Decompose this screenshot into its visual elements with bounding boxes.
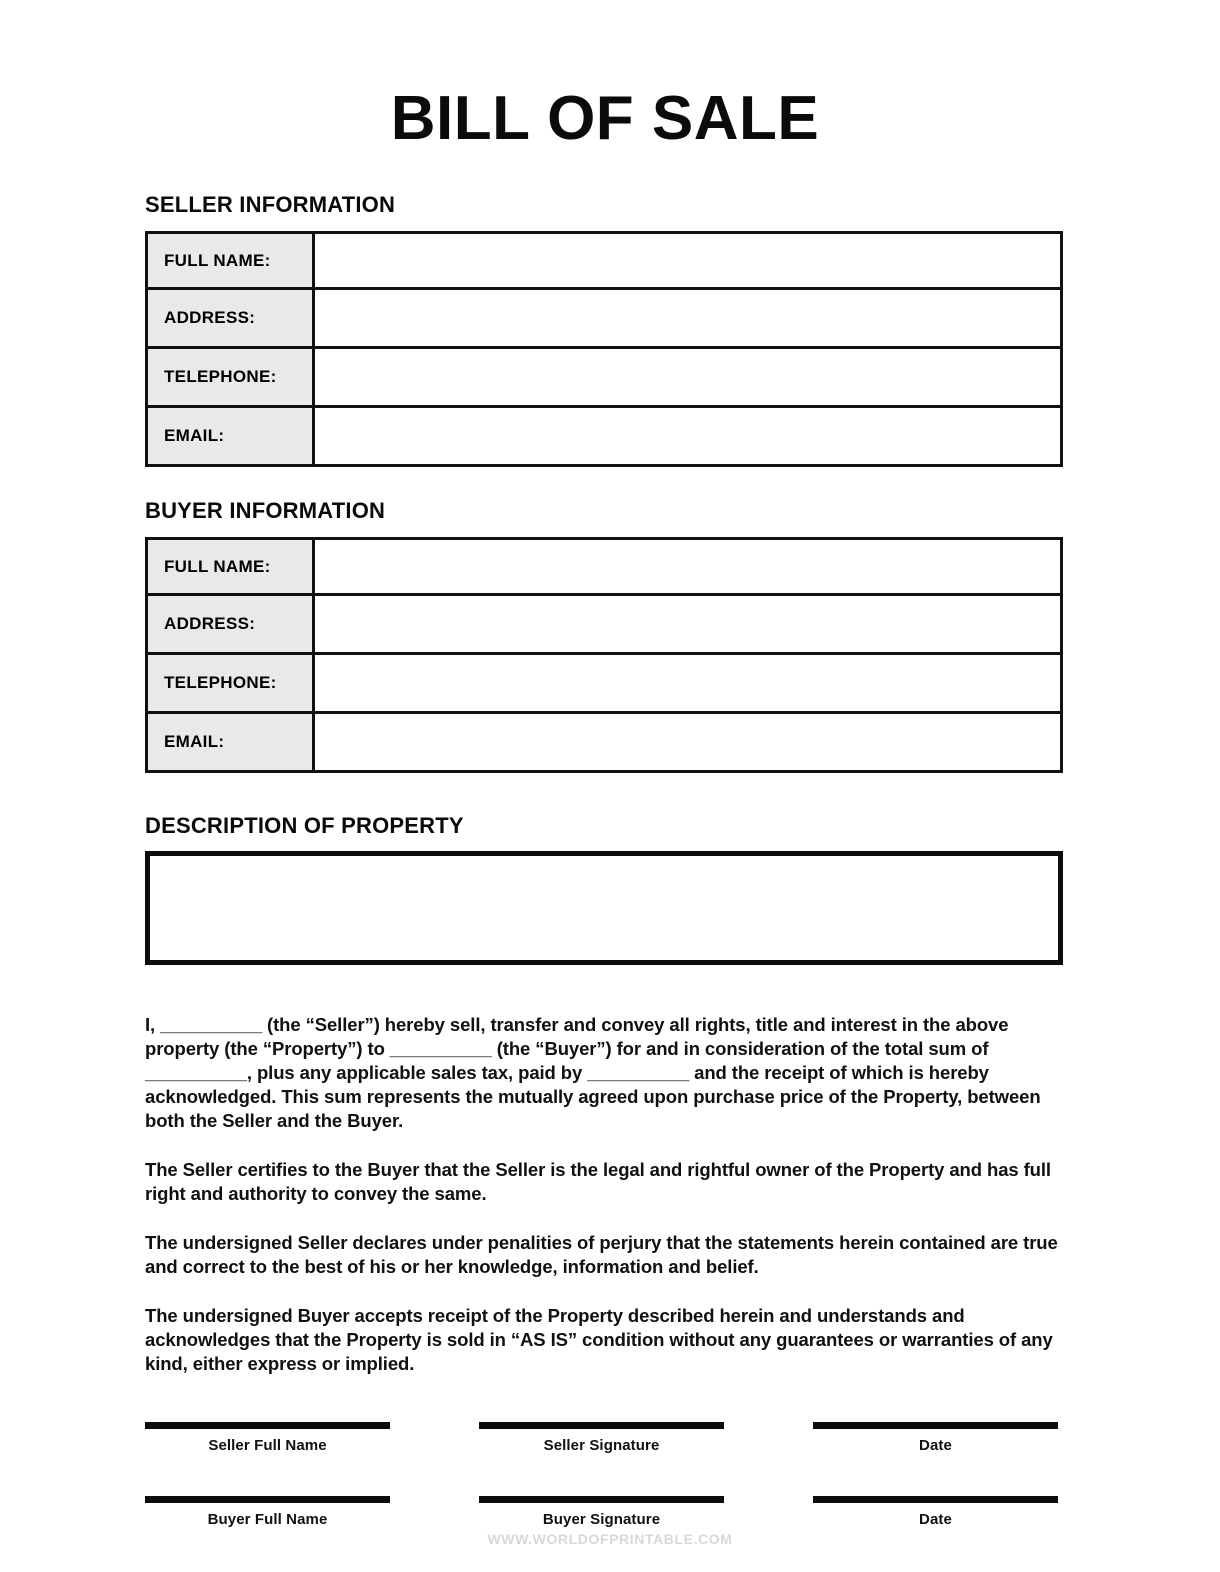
page-title: BILL OF SALE bbox=[390, 84, 820, 153]
agreement-body bbox=[145, 1013, 1065, 1376]
signature-spacer bbox=[724, 1422, 813, 1454]
seller-date-line[interactable] bbox=[813, 1422, 1058, 1429]
table-row bbox=[145, 596, 1063, 655]
table-row bbox=[145, 714, 1063, 773]
footer-watermark: WWW.WORLDOFPRINTABLE.COM bbox=[487, 1531, 733, 1547]
buyer-information-heading: BUYER INFORMATION bbox=[145, 498, 386, 523]
seller-information-table bbox=[145, 231, 1063, 467]
buyer-signature-cell bbox=[479, 1496, 724, 1528]
description-of-property-heading: DESCRIPTION OF PROPERTY bbox=[145, 813, 464, 838]
agreement-paragraph-2: The Seller certifies to the Buyer that the Seller is the legal and rightful owner of the Property and has full right and authority to convey the same. bbox=[145, 1159, 1051, 1204]
agreement-paragraph-4: The undersigned Buyer accepts receipt of the Property described herein and understands and acknowledges that the Property is sold in “AS IS” condition without any guarantees or warranties of any kind, either express or implied. bbox=[145, 1305, 1053, 1374]
buyer-full-name-signature-line[interactable] bbox=[145, 1496, 390, 1503]
table-row bbox=[145, 349, 1063, 408]
seller-signature-row bbox=[145, 1422, 1063, 1454]
signature-spacer bbox=[390, 1422, 479, 1454]
seller-telephone-field[interactable] bbox=[315, 349, 1063, 408]
buyer-telephone-label: TELEPHONE: bbox=[145, 655, 315, 714]
buyer-telephone-field[interactable] bbox=[315, 655, 1063, 714]
seller-date-label: Date bbox=[919, 1437, 952, 1454]
seller-full-name-field[interactable] bbox=[315, 231, 1063, 290]
seller-email-field[interactable] bbox=[315, 408, 1063, 467]
buyer-full-name-label: FULL NAME: bbox=[145, 537, 315, 596]
seller-date-cell bbox=[813, 1422, 1058, 1454]
buyer-full-name-signature-cell bbox=[145, 1496, 390, 1528]
seller-signature-line[interactable] bbox=[479, 1422, 724, 1429]
agreement-paragraph-3: The undersigned Seller declares under penalities of perjury that the statements herein contained are true and correct to the best of his or her knowledge, information and belief. bbox=[145, 1232, 1058, 1277]
table-row bbox=[145, 408, 1063, 467]
description-of-property-field[interactable] bbox=[145, 851, 1063, 965]
signature-spacer bbox=[724, 1496, 813, 1528]
table-row bbox=[145, 231, 1063, 290]
buyer-signature-label: Buyer Signature bbox=[542, 1511, 661, 1528]
buyer-address-label: ADDRESS: bbox=[145, 596, 315, 655]
buyer-information-table bbox=[145, 537, 1063, 773]
buyer-full-name-field[interactable] bbox=[315, 537, 1063, 596]
buyer-email-field[interactable] bbox=[315, 714, 1063, 773]
table-row bbox=[145, 537, 1063, 596]
buyer-signature-line[interactable] bbox=[479, 1496, 724, 1503]
buyer-date-label: Date bbox=[919, 1511, 952, 1528]
agreement-paragraph-1: I, __________ (the “Seller”) hereby sell, transfer and convey all rights, title and interest in the above property (the “Property”) to __________ (the “Buyer”) for and in consideration of the total sum of __________, plus any applicable sales tax, paid by __________ and the receipt of which is hereby acknowledged. This sum represents the mutually agreed upon purchase price of the Property, between both the Seller and the Buyer. bbox=[145, 1014, 1041, 1131]
seller-information-heading: SELLER INFORMATION bbox=[145, 192, 396, 217]
table-row bbox=[145, 655, 1063, 714]
signature-spacer bbox=[390, 1496, 479, 1528]
seller-full-name-signature-cell bbox=[145, 1422, 390, 1454]
document-content bbox=[145, 0, 1065, 1528]
seller-full-name-label: FULL NAME: bbox=[145, 231, 315, 290]
buyer-email-label: EMAIL: bbox=[145, 714, 315, 773]
seller-telephone-label: TELEPHONE: bbox=[145, 349, 315, 408]
seller-full-name-signature-line[interactable] bbox=[145, 1422, 390, 1429]
seller-address-field[interactable] bbox=[315, 290, 1063, 349]
buyer-signature-row bbox=[145, 1496, 1063, 1528]
table-row bbox=[145, 290, 1063, 349]
signature-block bbox=[145, 1422, 1065, 1528]
buyer-date-cell bbox=[813, 1496, 1058, 1528]
seller-email-label: EMAIL: bbox=[145, 408, 315, 467]
seller-signature-cell bbox=[479, 1422, 724, 1454]
buyer-date-line[interactable] bbox=[813, 1496, 1058, 1503]
buyer-full-name-signature-label: Buyer Full Name bbox=[207, 1511, 328, 1528]
seller-address-label: ADDRESS: bbox=[145, 290, 315, 349]
seller-signature-label: Seller Signature bbox=[543, 1437, 660, 1454]
buyer-address-field[interactable] bbox=[315, 596, 1063, 655]
seller-full-name-signature-label: Seller Full Name bbox=[208, 1437, 327, 1454]
